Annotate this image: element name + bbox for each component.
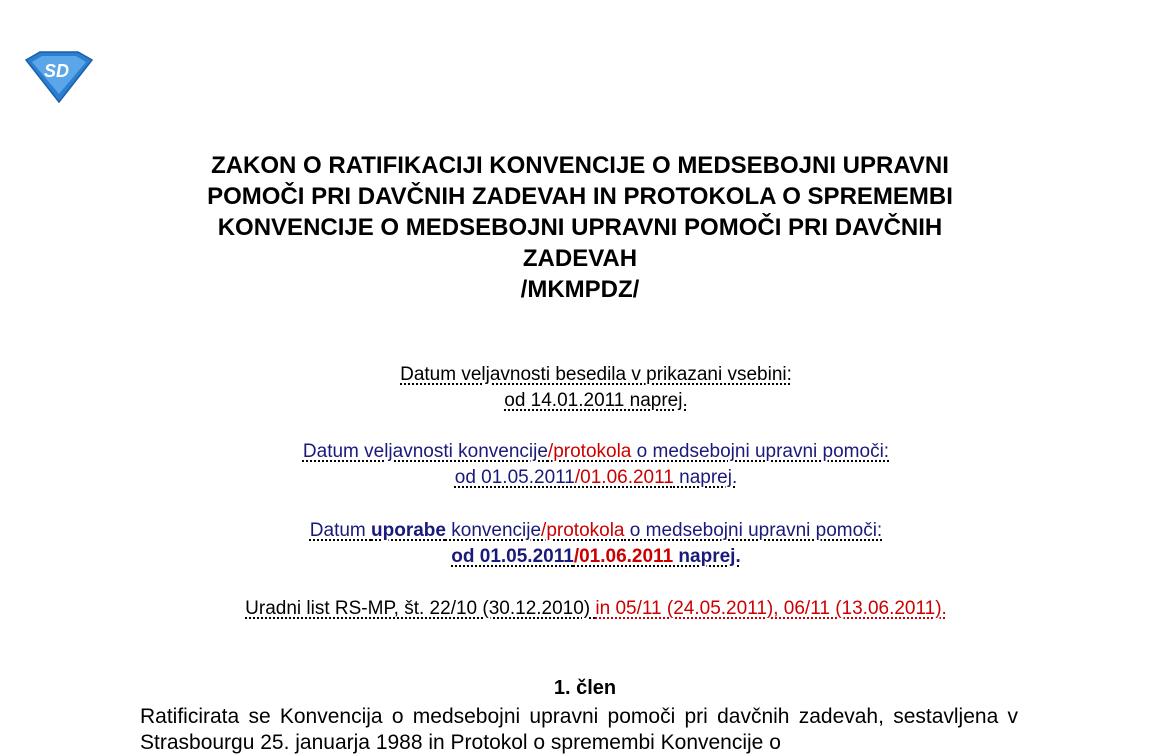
usage-label-start: Datum bbox=[309, 520, 372, 541]
validity-convention-block bbox=[140, 439, 1052, 491]
usage-onward: naprej. bbox=[673, 546, 741, 567]
validity-convention-date: od 01.05.2011 bbox=[454, 467, 575, 488]
validity-convention-label: Datum veljavnosti konvencije bbox=[302, 441, 548, 462]
title-line-2: POMOČI PRI DAVČNIH ZADEVAH IN PROTOKOLA O SPREMEMBI bbox=[207, 183, 953, 210]
title-line-1: ZAKON O RATIFIKACIJI KONVENCIJE O MEDSEBOJNI UPRAVNI bbox=[211, 152, 949, 179]
validity-convention-onward: naprej. bbox=[673, 467, 738, 488]
validity-convention-suffix: o medsebojni upravni pomoči: bbox=[631, 441, 890, 462]
title-line-3: KONVENCIJE O MEDSEBOJNI UPRAVNI POMOČI PRI DAVČNIH bbox=[217, 214, 943, 241]
title-line-4: ZADEVAH bbox=[522, 245, 638, 272]
validity-text-date: od 14.01.2011 naprej. bbox=[504, 390, 688, 411]
usage-label-convention: konvencije bbox=[445, 520, 542, 541]
sd-diamond-logo-icon bbox=[22, 50, 96, 104]
validity-text-label: Datum veljavnosti besedila v prikazani vsebini: bbox=[400, 364, 792, 385]
article-heading: 1. člen bbox=[553, 677, 617, 699]
validity-protocol-label: /protokola bbox=[547, 441, 632, 462]
usage-label-suffix: o medsebojni upravni pomoči: bbox=[624, 520, 883, 541]
title-abbreviation: /MKMPDZ/ bbox=[520, 276, 640, 303]
validity-protocol-date: /01.06.2011 bbox=[574, 467, 674, 488]
usage-protocol-date: /01.06.2011 bbox=[573, 546, 674, 567]
document-title bbox=[140, 150, 1020, 305]
gazette-reference-original: Uradni list RS-MP, št. 22/10 (30.12.2010) bbox=[245, 598, 596, 619]
validity-text-block bbox=[140, 362, 1052, 414]
article-body-text: Ratificirata se Konvencija o medsebojni upravni pomoči pri davčnih zadevah, sestavljena v Strasbourgu 25. januarja 1988 in Protokol o spremembi Konvencije o bbox=[140, 705, 1018, 754]
gazette-reference bbox=[140, 596, 1052, 622]
usage-label-bold: uporabe bbox=[371, 520, 446, 541]
usage-convention-block bbox=[140, 518, 1052, 570]
gazette-reference-amendments: in 05/11 (24.05.2011), 06/11 (13.06.2011). bbox=[595, 598, 947, 619]
logo-text: SD bbox=[44, 61, 70, 81]
usage-convention-date: od 01.05.2011 bbox=[451, 546, 574, 567]
usage-protocol-label: /protokola bbox=[541, 520, 625, 541]
